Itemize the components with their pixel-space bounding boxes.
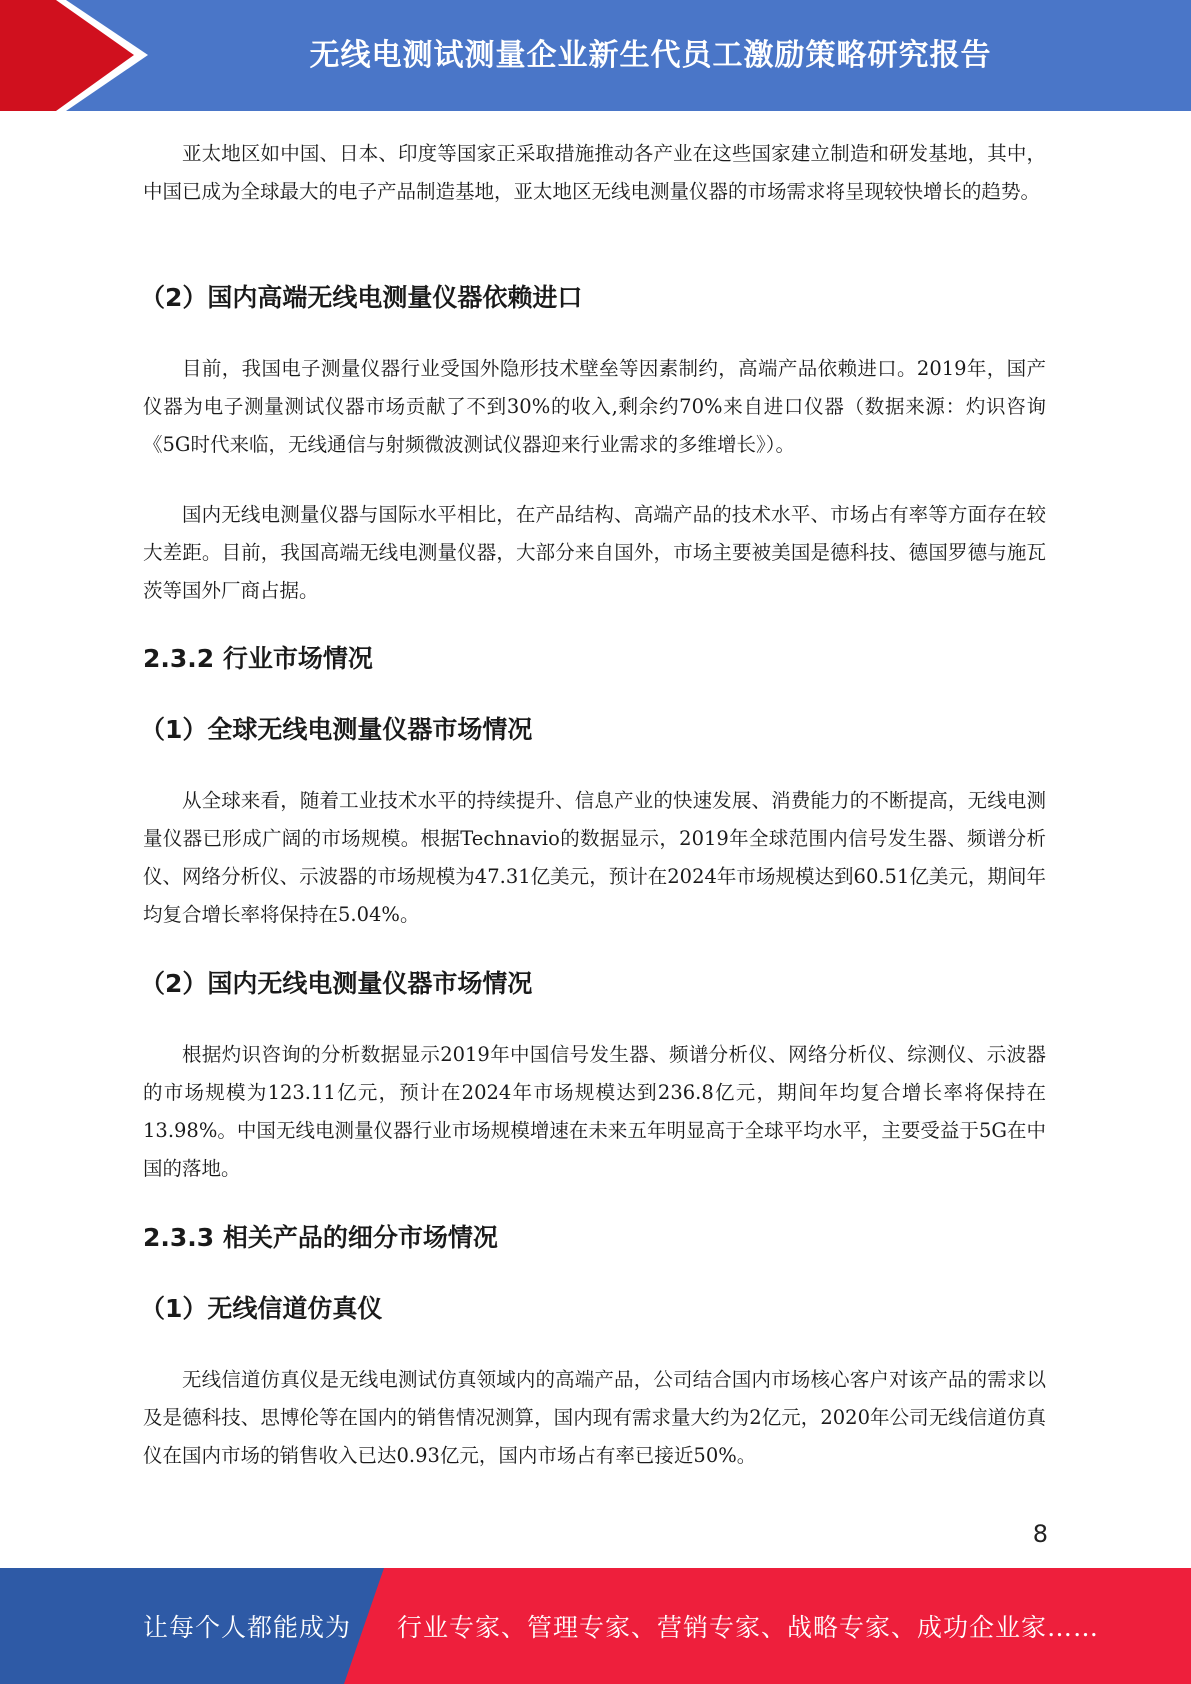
footer-slogan-left: 让每个人都能成为 [143, 1613, 352, 1642]
heading-industry-market: 2.3.2 行业市场情况 [143, 644, 373, 673]
heading-channel-emulator: （1）无线信道仿真仪 [140, 1294, 383, 1323]
footer-slogan-right: 行业专家、管理专家、营销专家、战略专家、成功企业家…… [397, 1613, 1100, 1642]
paragraph-import-dependence: 目前，我国电子测量仪器行业受国外隐形技术壁垒等因素制约，高端产品依赖进口。2019年，国产仪器为电子测量测试仪器市场贡献了不到30%的收入,剩余约70%来自进口仪器（数据来源：灼识咨询《5G时代来临，无线通信与射频微波测试仪器迎来行业需求的多维增长》）。 [143, 357, 1046, 456]
heading-domestic-market: （2）国内无线电测量仪器市场情况 [140, 969, 533, 998]
header-title: 无线电测试测量企业新生代员工激励策略研究报告 [309, 37, 992, 73]
footer-banner [0, 1568, 1191, 1684]
paragraph-channel-emulator: 无线信道仿真仪是无线电测试仿真领域内的高端产品，公司结合国内市场核心客户对该产品的需求以及是德科技、思博伦等在国内的销售情况测算，国内现有需求量大约为2亿元，2020年公司无线信道仿真仪在国内市场的销售收入已达0.93亿元，国内市场占有率已接近50%。 [143, 1368, 1046, 1467]
paragraph-asia-pacific: 亚太地区如中国、日本、印度等国家正采取措施推动各产业在这些国家建立制造和研发基地，其中，中国已成为全球最大的电子产品制造基地，亚太地区无线电测量仪器的市场需求将呈现较快增长的趋势。 [143, 142, 1046, 203]
heading-domestic-high-end-import: （2）国内高端无线电测量仪器依赖进口 [140, 283, 583, 312]
paragraph-gap-comparison: 国内无线电测量仪器与国际水平相比，在产品结构、高端产品的技术水平、市场占有率等方面存在较大差距。目前，我国高端无线电测量仪器，大部分来自国外，市场主要被美国是德科技、德国罗德与施瓦茨等国外厂商占据。 [143, 503, 1046, 602]
heading-global-market: （1）全球无线电测量仪器市场情况 [140, 715, 533, 744]
paragraph-global-market: 从全球来看，随着工业技术水平的持续提升、信息产业的快速发展、消费能力的不断提高，无线电测量仪器已形成广阔的市场规模。根据Technavio的数据显示，2019年全球范围内信号发生器、频谱分析仪、网络分析仪、示波器的市场规模为47.31亿美元，预计在2024年市场规模达到60.51亿美元，期间年均复合增长率将保持在5.04%。 [143, 789, 1046, 926]
paragraph-domestic-market: 根据灼识咨询的分析数据显示2019年中国信号发生器、频谱分析仪、网络分析仪、综测仪、示波器的市场规模为123.11亿元，预计在2024年市场规模达到236.8亿元，期间年均复合增长率将保持在13.98%。中国无线电测量仪器行业市场规模增速在未来五年明显高于全球平均水平，主要受益于5G在中国的落地。 [143, 1043, 1046, 1180]
header-banner [0, 0, 1191, 111]
page-number: 8 [1032, 1520, 1048, 1548]
heading-segment-market: 2.3.3 相关产品的细分市场情况 [143, 1223, 498, 1252]
